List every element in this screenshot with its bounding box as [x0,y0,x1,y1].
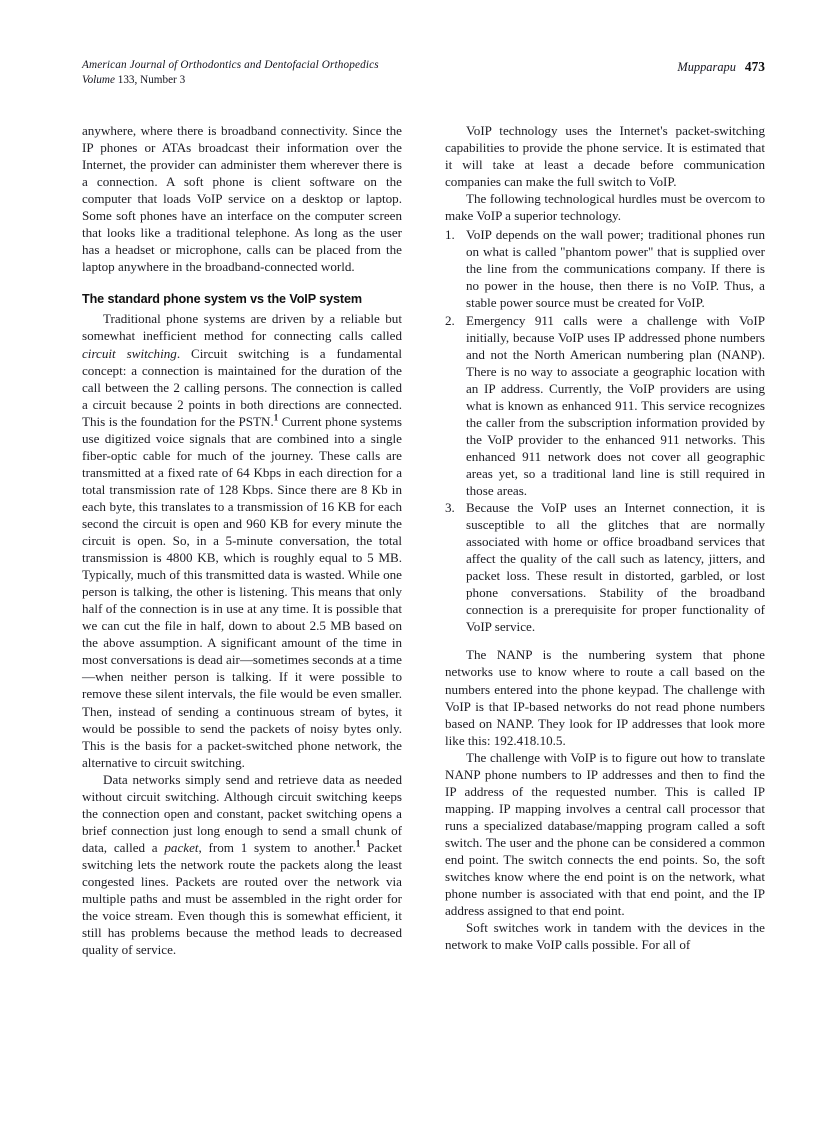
list-item [445,499,765,635]
text-run: . Circuit switching is a fundamental concept: a connection is maintained for the duration of the call between the 2 calling persons. The connection is called a circuit because 2 points in both directions are connected. This is the foundation for the PSTN. [82,345,402,429]
text-run: Traditional phone systems are driven by a reliable but somewhat inefficient method for connecting calls called [82,311,402,344]
body-columns [82,122,765,1082]
journal-title: American Journal of Orthodontics and Dentofacial Orthopedics [82,59,379,71]
paragraph-data-networks [82,771,402,959]
running-head-left [82,58,379,88]
text-run: Current phone systems use digitized voice signals that are combined into a single fiber-optic cable for much of the journey. These calls are transmitted at a fixed rate of 64 Kbps in each direction for a total transmission rate of 128 Kbps. Since there are 8 Kb in each byte, this translates to a transmission of 16 KB for each second the circuit is open and 960 KB for every minute the circuit is open. So, in a 5-minute conversation, the total transmission is 4800 KB, which is roughly equal to 5 MB. Typically, much of this transmitted data is wasted. While one person is talking, the other is listening. This means that only half of the connection is in use at any time. It is possible that we can cut the file in half, down to about 2.5 MB based on the above assumption. A significant amount of the time in most conversations is dead air—sometimes seconds at a time—when neither person is talking. If it were possible to remove these silent intervals, the file would be even smaller. Then, instead of sending a continuous stream of bytes, it would be possible to send the packets of noisy bytes only. This is the basis for a packet-switched phone network, the alternative to circuit switching. [82,413,402,770]
text-run: , from 1 system to another. [198,839,356,855]
list-marker: 3. [445,500,455,516]
left-column [82,122,402,1082]
paragraph-nanp: The NANP is the numbering system that phone networks use to know where to route a call based on the numbers entered into the phone keypad. The challenge with VoIP is that IP-based networks do not read phone numbers based on NANP. They look for IP addresses that look more like this: 192.418.10.5. [445,647,765,748]
section-heading: The standard phone system vs the VoIP system [82,292,362,307]
list-item-text: Emergency 911 calls were a challenge with VoIP initially, because VoIP uses IP addressed phone numbers and not the North American numbering plan (NANP). There is no way to associate a geographic location with an IP address. Currently, the VoIP providers are using what is known as enhanced 911. This service recognizes the caller from the subscription information provided by the VoIP provider to the enhanced 911 networks. This enhanced 911 network does not cover all geographic areas yet, so a traditional land line is still required in those areas. [466,312,765,498]
volume-number: 133, Number 3 [114,74,186,86]
list-marker: 1. [445,227,455,243]
text-run: Packet switching lets the network route the packets along the least congested lines. Packets are routed over the network via multiple paths and must be assembled in the right order for the voice stream. Even though this is somewhat efficient, it still has problems because the method leads to decreased quality of service. [82,839,402,958]
paragraph-ip-mapping: The challenge with VoIP is to figure out how to translate NANP phone numbers to IP addresses and then to find the IP address of the requested number. This is called IP mapping. IP mapping involves a central call processor that runs a specialized database/mapping program called a soft switch. The user and the phone can be considered a common end point. The switch connects the end points. So, the soft switches know where the end point is on the network, what phone number is associated with that end point, and the IP address assigned to that end point. [445,749,765,919]
paragraph-continued: anywhere, where there is broadband connectivity. Since the IP phones or ATAs broadcast their information over the Internet, the provider can administer them wherever there is a connection. A soft phone is client software on the computer that loads VoIP service on a desktop or laptop. Some soft phones have an interface on the computer screen that looks like a traditional telephone. As long as the user has a headset or microphone, calls can be placed from the laptop anywhere in the broadband-connected world. [82,123,402,275]
paragraph-hurdles-intro: The following technological hurdles must be overcom to make VoIP a superior technology. [445,191,765,224]
author-name: Mupparapu [677,60,736,74]
volume-issue [82,73,379,88]
list-item [445,226,765,311]
paragraph-voip-technology: VoIP technology uses the Internet's packet-switching capabilities to provide the phone service. It is estimated that it will take at least a decade before communication companies can make the full switch to VoIP. [445,123,765,190]
page-number: 473 [744,59,765,74]
italic-term-circuit-switching: circuit switching [82,345,177,361]
right-column [445,122,765,1082]
hurdles-list [445,226,765,635]
list-item [445,312,765,500]
italic-term-packet: packet [164,839,199,855]
list-item-text: Because the VoIP uses an Internet connection, it is susceptible to all the glitches that are normally associated with home or office broadband services that affect the quality of the call such as latency, jitters, and packet loss. These result in distorted, garbled, or lost phone conversations. Stability of the broadband connection is a prerequisite for proper functionality of VoIP service. [466,500,765,635]
list-marker: 2. [445,312,455,328]
footnote-reference[interactable]: 1 [355,838,361,849]
list-item-text: VoIP depends on the wall power; traditional phones run on what is called "phantom power" that is supplied over the line from the communications company. If there is no power in the house, then there is no VoIP. Thus, a stable power source must be created for VoIP. [466,227,765,311]
footnote-reference[interactable]: 1 [273,412,279,423]
paragraph-circuit-switching [82,310,402,770]
volume-word: Volume [82,74,115,86]
running-head-right [677,58,765,75]
text-run: Data networks simply send and retrieve data as needed without circuit switching. Although circuit switching keeps the connection open and constant, packet switching opens a brief connection just long enough to send a small chunk of data, called a [82,771,402,855]
paragraph-soft-switches: Soft switches work in tandem with the devices in the network to make VoIP calls possible. For all of [445,920,765,953]
running-head [82,58,765,92]
